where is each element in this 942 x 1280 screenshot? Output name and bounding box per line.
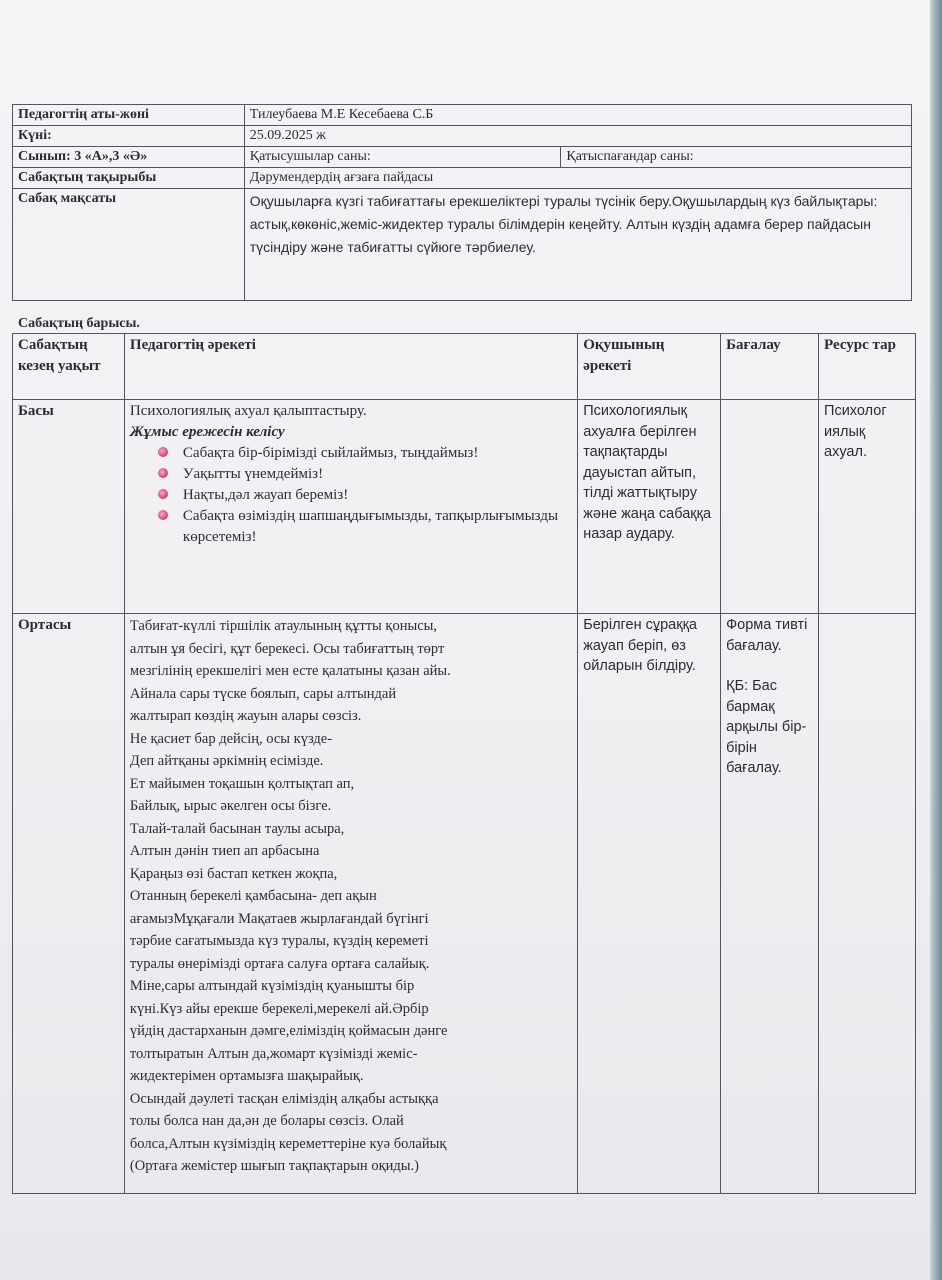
stage-middle: Ортасы — [13, 614, 125, 1194]
bullet-icon — [158, 468, 168, 478]
formative-assessment: Форма тивті бағалау. — [726, 617, 808, 654]
column-student-action: Оқушының әрекеті — [578, 334, 721, 400]
topic-value: Дәрумендердің ағзаға пайдасы — [244, 168, 911, 189]
rules-list — [130, 443, 572, 548]
student-action-middle: Берілген сұраққа жауап беріп, өз ойларын білдіру. — [578, 614, 721, 1194]
background-edge — [930, 0, 942, 1280]
date-value: 25.09.2025 ж — [244, 126, 911, 147]
column-stage: Сабақтың кезең уақыт — [13, 334, 125, 400]
teacher-label: Педагогтің аты-жөні — [13, 105, 245, 126]
date-label: Күні: — [13, 126, 245, 147]
topic-label: Сабақтың тақырыбы — [13, 168, 245, 189]
goal-text — [244, 189, 911, 301]
rule-item: Сабақта өзіміздің шапшаңдығымызды, тапқырлығымызды көрсетеміз! — [158, 506, 572, 548]
lesson-progress-table — [12, 333, 916, 1194]
assessment-beginning — [721, 400, 819, 614]
resources-beginning: Психолог иялық ахуал. — [819, 400, 916, 614]
teacher-intro: Психологиялық ахуал қалыптастыру. — [129, 403, 367, 419]
column-teacher-action: Педагогтің әрекеті — [124, 334, 577, 400]
teacher-action-middle: Табиғат-күллі тіршілік атаулының құтты қонысы, алтын ұя бесігі, құт берекесі. Осы табиғаттың төрт мезгілінің ерекшелігі мен есте қалатыны қазан айы. Айнала сары түске боялып, сары алтындай жалтырап көздің жауын алары сөзсіз. Не қасиет бар дейсің, осы күзде- Деп айтқаны әркімнің есімізде. Ет майымен тоқашын қолтықтап ап, Байлық, ырыс әкелген осы бізге. Талай-талай басынан таулы асыра, Алтын дәнін тиеп ап арбасына Қараңыз өзі бастап кеткен жоқпа, Отанның берекелі қамбасына- деп ақын ағамызМұқағали Мақатаев жырлағандай бүгінгі тәрбие сағатымызда күз туралы, күздің кереметі туралы өнерімізді ортаға салуға ортаға салайық. Міне,сары алтындай күзіміздің қуанышты бір күні.Күз айы ерекше берекелі,мерекелі ай.Әрбір үйдің дастарханын дәмге,еліміздің қоймасын дәнге толтыратын Алтын да,жомарт күзімізді жеміс- жидектерімен ортамызға шақырайық. Осындай дәулеті тасқан еліміздің алқабы астыққа толы болса нан да,ән де болары сөзсіз. Олай болса,Алтын күзіміздің кереметтеріне куә болайық (Ортаға жемістер шығып тақпақтарын оқиды.) — [124, 614, 577, 1194]
bullet-icon — [158, 510, 168, 520]
student-action-beginning: Психологиялық ахуалға берілген тақпақтарды дауыстап айтып, тілді жаттықтыру және жаңа сабаққа назар аудару. — [578, 400, 721, 614]
goal-label: Сабақ мақсаты — [13, 189, 245, 301]
teacher-action-beginning — [124, 400, 577, 614]
assessment-middle — [721, 614, 819, 1194]
class-label: Сынып: 3 «А»,3 «Ә» — [13, 147, 245, 168]
teacher-value: Тилеубаева М.Е Кесебаева С.Б — [244, 105, 911, 126]
progress-label: Сабақтың барысы. — [18, 316, 140, 331]
absent-label: Қатыспағандар саны: — [561, 147, 912, 168]
rule-item: Нақты,дәл жауап береміз! — [158, 485, 572, 506]
rules-heading: Жұмыс ережесін келісу — [129, 424, 285, 440]
column-assessment: Бағалау — [721, 334, 819, 400]
lesson-header-table — [12, 104, 912, 301]
column-resources: Ресурс тар — [819, 334, 916, 400]
peer-assessment: ҚБ: Бас бармақ арқылы бір-бірін бағалау. — [726, 678, 807, 776]
rule-item: Уақытты үнемдейміз! — [158, 464, 572, 485]
goal-line: астық,көкөніс,жеміс-жидектер туралы білімдерін кеңейту. Алтын күздің адамға берер пайдасын — [249, 216, 871, 232]
resources-middle — [819, 614, 916, 1194]
stage-beginning: Басы — [13, 400, 125, 614]
goal-line: түсіндіру және табиғатты сүйюге тәрбиелеу. — [249, 239, 536, 255]
rule-item: Сабақта бір-бірімізді сыйлаймыз, тыңдаймыз! — [158, 443, 572, 464]
present-label: Қатысушылар саны: — [244, 147, 561, 168]
bullet-icon — [158, 447, 168, 457]
goal-line: Оқушыларға күзгі табиғаттағы ерекшеліктері туралы түсінік беру.Оқушылардың күз байлықтары: — [249, 193, 878, 209]
bullet-icon — [158, 489, 168, 499]
